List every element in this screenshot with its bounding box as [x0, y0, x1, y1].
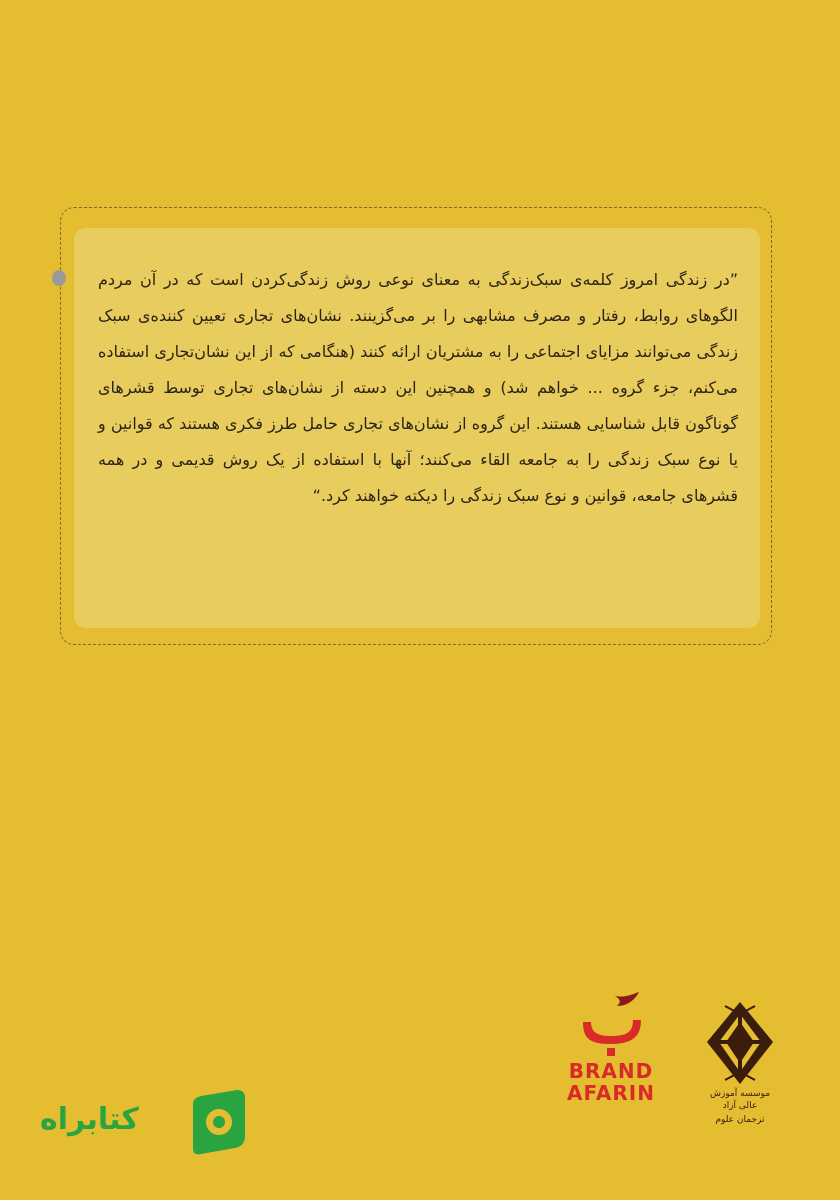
brand-afarin-mark-icon	[575, 992, 647, 1060]
ketabrah-logo	[40, 1090, 215, 1160]
brand-word-1: BRAND	[568, 1059, 654, 1083]
back-cover-quote: ”در زندگی امروز کلمه‌ی سبک‌زندگی به معنای نوعی روش زندگی‌کردن است که در آن مردم الگوهای روابط، رفتار و مصرف مشابهی را بر می‌گزینند. نشان‌های تجاری تعیین کننده‌ی سبک زندگی می‌توانند مزایای اجتماعی را به مشتریان ارائه کنند (هنگامی که از این نشان‌تجاری استفاده می‌کنم، جزء گروه ... خواهم شد) و همچنین این دسته از نشان‌های تجاری توسط قشرهای گوناگون قابل شناسایی هستند. این گروه از نشان‌های تجاری حامل طرز فکری هستند که قوانین و یا نوع سبک زندگی را به جامعه القاء می‌کنند؛ آنها با استفاده از یک روش قدیمی و در همه قشرهای جامعه، قوانین و نوع سبک زندگی را دیکته خواهند کرد.“	[98, 270, 738, 505]
publisher-emblem-icon	[705, 1000, 775, 1086]
publisher-caption-1: موسسه آموزش عالی آزاد	[709, 1089, 771, 1111]
frame-dot-marker	[52, 270, 66, 286]
publisher-caption-2: ترجمان علوم	[715, 1115, 765, 1125]
ketabrah-book-icon	[187, 1090, 249, 1156]
publisher-logo	[700, 1000, 780, 1126]
ketabrah-wordmark: کتابراه	[40, 1102, 139, 1137]
brand-afarin-logo	[566, 992, 656, 1104]
brand-word-2: AFARIN	[567, 1081, 655, 1105]
